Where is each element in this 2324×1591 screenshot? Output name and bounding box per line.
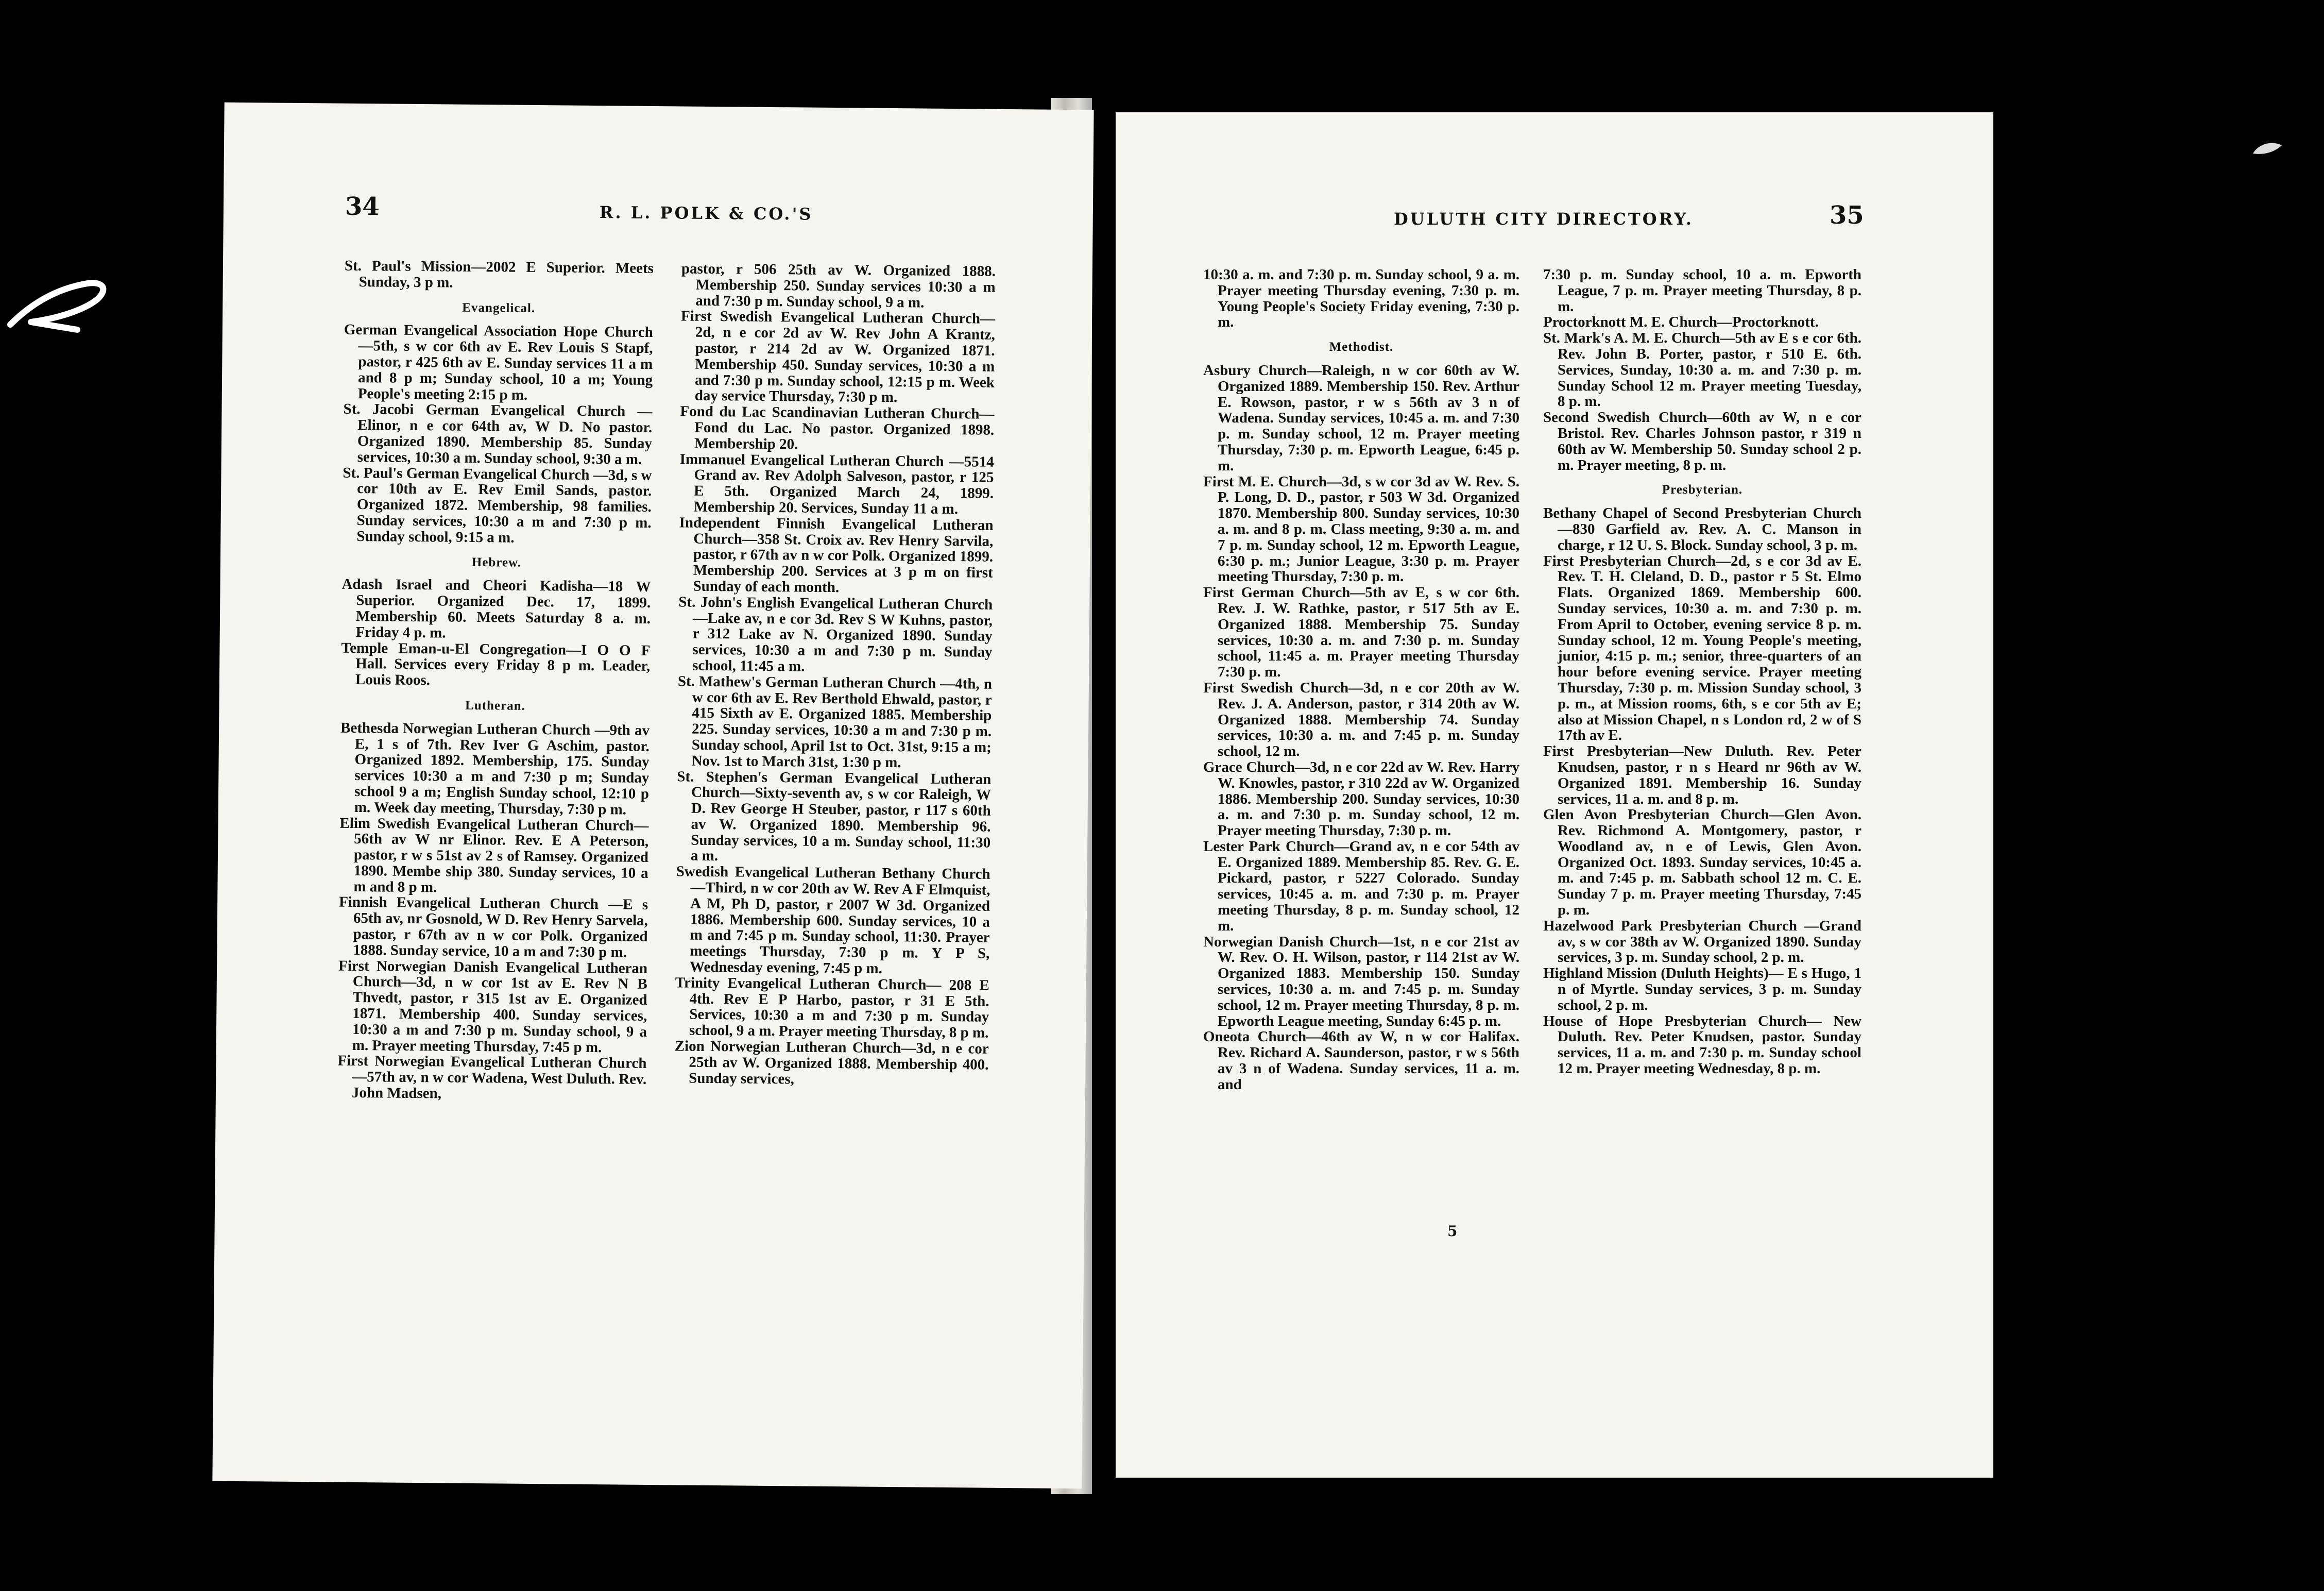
left-page bbox=[212, 103, 1093, 1489]
directory-entry: Highland Mission (Duluth Heights)— E s Hugo, 1 n of Myrtle. Sunday services, 3 p. m. Sunday school, 2 p. m. bbox=[1543, 965, 1861, 1013]
directory-entry: German Evangelical Association Hope Church—5th, s w cor 6th av E. Rev Louis S Stapf, pastor, r 425 6th av E. Sunday services 11 a m and 8 p m; Sunday school, 10 a m; Young People's meeting 2:15 p m. bbox=[344, 321, 653, 403]
directory-entry: Trinity Evangelical Lutheran Church— 208 E 4th. Rev E P Harbo, pastor, r 31 E 5th. Services, 10:30 a m and 7:30 p m. Sunday school, 9 a m. Prayer meeting Thursday, 8 p m. bbox=[675, 974, 989, 1041]
directory-entry: Temple Eman-u-El Congregation—I O O F Hall. Services every Friday 8 p m. Leader, Louis Roos. bbox=[341, 639, 651, 689]
directory-entry: St. Jacobi German Evangelical Church —Elinor, n e cor 64th av, W D. No pastor. Organized 1890. Membership 85. Sunday services, 10:30 a m. Sunday school, 9:30 a m. bbox=[343, 401, 653, 468]
directory-entry: Glen Avon Presbyterian Church—Glen Avon. Rev. Richmond A. Montgomery, pastor, r Woodland av, n e of Lewis, Glen Avon. Organized Oct. 1893. Sunday services, 10:45 a. m. and 7:45 p. m. Sabbath school 12 m. C. E. Sunday 7 p. m. Prayer meeting Thursday, 7:45 p. m. bbox=[1543, 806, 1861, 919]
directory-entry: Zion Norwegian Lutheran Church—3d, n e cor 25th av W. Organized 1888. Membership 400. Sunday services, bbox=[674, 1038, 989, 1088]
directory-entry: St. Mathew's German Lutheran Church —4th, n w cor 6th av E. Rev Berthold Ehwald, pastor, r 415 Sixth av E. Organized 1885. Membership 225. Sunday services, 10:30 a m and 7:30 p m. Sunday school, April 1st to Oct. 31st, 9:15 a m; Nov. 1st to March 31st, 1:30 p m. bbox=[677, 673, 993, 771]
section-heading: Evangelical. bbox=[462, 300, 536, 315]
section-heading: Lutheran. bbox=[465, 698, 525, 713]
directory-entry: Lester Park Church—Grand av, n e cor 54th av E. Organized 1889. Membership 85. Rev. G. E. Pickard, pastor, r 5227 Colorado. Sunday services, 10:45 a. m. and 7:30 p. m. Prayer meeting Thursday, 8 p. m. Sunday school, 12 m. bbox=[1203, 838, 1519, 934]
directory-entry: St. John's English Evangelical Lutheran Church—Lake av, n e cor 3d. Rev S W Kuhns, pastor, r 312 Lake av N. Organized 1890. Sunday services, 10:30 a m and 7:30 p m. Sunday school, 11:45 a m. bbox=[678, 594, 993, 675]
directory-entry: pastor, r 506 25th av W. Organized 1888. Membership 250. Sunday services 10:30 a m and 7:30 p m. Sunday school, 9 a m. bbox=[681, 260, 996, 311]
left-page-header: R. L. POLK & CO.'S bbox=[599, 202, 813, 224]
left-column-1 bbox=[337, 258, 654, 1104]
directory-entry: Elim Swedish Evangelical Lutheran Church—56th av W nr Elinor. Rev. E A Peterson, pastor, r w s 51st av 2 s of Ramsey. Organized 1890. Membe ship 380. Sunday services, 10 a m and 8 p m. bbox=[339, 815, 649, 896]
handwritten-mark bbox=[0, 268, 113, 340]
directory-entry: First M. E. Church—3d, s w cor 3d av W. Rev. S. P. Long, D. D., pastor, r 503 W 3d. Organized 1870. Membership 800. Sunday services, 10:30 a. m. and 8 p. m. Class meeting, 9:30 a. m. and 7 p. m. Sunday school, 12 m. Epworth League, 6:30 p. m.; Junior League, 3:30 p. m. Prayer meeting Thursday, 7:30 p. m. bbox=[1203, 473, 1519, 585]
right-page-number: 35 bbox=[1830, 201, 1864, 230]
directory-entry: First Presbyterian—New Duluth. Rev. Peter Knudsen, pastor, r n s Heard nr 96th av W. Organized 1891. Membership 16. Sunday services, 11 a. m. and 8 p. m. bbox=[1543, 743, 1861, 807]
directory-entry: First Swedish Church—3d, n e cor 20th av W. Rev. J. A. Anderson, pastor, r 314 20th av W. Organized 1888. Membership 74. Sunday services, 10:30 a. m. and 7:45 p. m. Sunday school, 12 m. bbox=[1203, 679, 1519, 760]
section-heading: Methodist. bbox=[1329, 340, 1394, 354]
right-page-folio: 5 bbox=[1447, 1223, 1458, 1240]
directory-entry: House of Hope Presbyterian Church— New Duluth. Rev. Peter Knudsen, pastor. Sunday services, 11 a. m. and 7:30 p. m. Sunday school 12 m. Prayer meeting Wednesday, 8 p. m. bbox=[1543, 1012, 1861, 1077]
right-page-header: DULUTH CITY DIRECTORY. bbox=[1394, 209, 1694, 229]
right-page bbox=[1116, 112, 1993, 1478]
directory-entry: Immanuel Evangelical Lutheran Church —5514 Grand av. Rev Adolph Salveson, pastor, r 125 E 5th. Organized March 24, 1899. Membership 20. Services, Sunday 11 a m. bbox=[679, 450, 994, 518]
directory-entry: Norwegian Danish Church—1st, n e cor 21st av W. Rev. O. H. Wilson, pastor, r 114 21st av W. Organized 1883. Membership 150. Sunday services, 10:30 a. m. and 7:45 p. m. Sunday school, 12 m. Prayer meeting Thursday, 8 p. m. Epworth League meeting, Sunday 6:45 p. m. bbox=[1203, 933, 1519, 1029]
directory-entry: Swedish Evangelical Lutheran Bethany Church—Third, n w cor 20th av W. Rev A F Elmquist, A M, Ph D, pastor, r 2007 W 3d. Organized 1886. Membership 600. Sunday services, 10 a m and 7:45 p m. Sunday school, 11:30. Prayer meetings Thursday, 7:30 p m. Y P S, Wednesday evening, 7:45 p m. bbox=[676, 863, 990, 977]
directory-entry: Proctorknott M. E. Church—Proctorknott. bbox=[1543, 314, 1819, 331]
directory-entry: 7:30 p. m. Sunday school, 10 a. m. Epworth League, 7 p. m. Prayer meeting Thursday, 8 p. m. bbox=[1543, 266, 1861, 315]
directory-entry: Adash Israel and Cheori Kadisha—18 W Superior. Organized Dec. 17, 1899. Membership 60. Meets Saturday 8 a. m. Friday 4 p. m. bbox=[341, 576, 651, 641]
directory-entry: Bethesda Norwegian Lutheran Church —9th av E, 1 s of 7th. Rev Iver G Aschim, pastor. Organized 1892. Membership, 175. Sunday services 10:30 a m and 7:30 p m; Sunday school 9 a m; English Sunday school, 12:10 p m. Week day meeting, Thursday, 7:30 p m. bbox=[340, 719, 650, 818]
directory-entry: First Norwegian Evangelical Lutheran Church—57th av, n w cor Wadena, West Duluth. Rev. John Madsen, bbox=[337, 1053, 647, 1102]
directory-entry: Hazelwood Park Presbyterian Church —Grand av, s w cor 38th av W. Organized 1890. Sunday services, 3 p. m. Sunday school, 2 p. m. bbox=[1543, 917, 1861, 966]
directory-entry: St. Paul's German Evangelical Church —3d, s w cor 10th av E. Rev Emil Sands, pastor. Organized 1872. Membership, 98 families. Sunday services, 10:30 a m and 7:30 p m. Sunday school, 9:15 a m. bbox=[343, 464, 652, 546]
directory-entry: Oneota Church—46th av W, n w cor Halifax. Rev. Richard A. Saunderson, pastor, r w s 56th av 3 n of Wadena. Sunday services, 11 a. m. and bbox=[1203, 1028, 1519, 1093]
right-column-1 bbox=[1203, 267, 1519, 1093]
directory-entry: First German Church—5th av E, s w cor 6th. Rev. J. W. Rathke, pastor, r 517 5th av E. Organized 1888. Membership 75. Sunday services, 10:30 a. m. and 7:30 p. m. Sunday school, 11:45 a. m. Prayer meeting Thursday 7:30 p. m. bbox=[1203, 584, 1519, 681]
section-heading: Presbyterian. bbox=[1662, 483, 1743, 497]
directory-entry: First Norwegian Danish Evangelical Lutheran Church—3d, n w cor 1st av E. Rev N B Thvedt, pastor, r 315 1st av E. Organized 1871. Membership 400. Sunday services, 10:30 a m and 7:30 p m. Sunday school, 9 a m. Prayer meeting Thursday, 7:45 p m. bbox=[338, 957, 648, 1056]
directory-entry: Independent Finnish Evangelical Lutheran Church—358 St. Croix av. Rev Henry Sarvila, pastor, r 67th av n w cor Polk. Organized 1899. Membership 200. Services at 3 p m on first Sunday of each month. bbox=[679, 514, 994, 596]
right-column-2 bbox=[1543, 267, 1861, 1077]
directory-entry: Bethany Chapel of Second Presbyterian Church—830 Garfield av. Rev. A. C. Manson in charge, r 12 U. S. Block. Sunday school, 3 p. m. bbox=[1543, 505, 1861, 553]
section-heading: Hebrew. bbox=[471, 555, 522, 570]
directory-entry: Second Swedish Church—60th av W, n e cor Bristol. Rev. Charles Johnson pastor, r 319 n 60th av W. Membership 50. Sunday school 2 p. m. Prayer meeting, 8 p. m. bbox=[1543, 409, 1861, 473]
left-page-number: 34 bbox=[345, 192, 380, 222]
directory-entry: Asbury Church—Raleigh, n w cor 60th av W. Organized 1889. Membership 150. Rev. Arthur E. Rowson, pastor, r w s 56th av 3 n of Wadena. Sunday services, 10:45 a. m. and 7:30 p. m. Sunday school, 12 m. Prayer meeting Thursday, 7:30 p. m. Epworth League, 6:45 p. m. bbox=[1203, 362, 1519, 474]
directory-entry: 10:30 a. m. and 7:30 p. m. Sunday school, 9 a. m. Prayer meeting Thursday evening, 7:30 p. m. Young People's Society Friday evening, 7:30 p. m. bbox=[1203, 266, 1519, 331]
directory-entry: First Presbyterian Church—2d, s e cor 3d av E. Rev. T. H. Cleland, D. D., pastor r 5 St. Elmo Flats. Organized 1869. Membership 600. Sunday services, 10:30 a. m. and 7:30 p. m. From April to October, evening service 8 p. m. Sunday school, 12 m. Young People's meeting, junior, 4:15 p. m.; senior, three-quarters of an hour before evening service. Prayer meeting Thursday, 7:30 p. m. Mission Sunday school, 3 p. m., at Mission rooms, 6th, s e cor 5th av E; also at Mission Chapel, n s London rd, 2 w of S 17th av E. bbox=[1543, 552, 1861, 744]
dust-speck bbox=[2251, 138, 2284, 161]
directory-entry: St. Stephen's German Evangelical Lutheran Church—Sixty-seventh av, s w cor Raleigh, W D. Rev George H Steuber, pastor, r 117 s 60th av W. Organized 1890. Membership 96. Sunday services, 10 a m. Sunday school, 11:30 a m. bbox=[677, 768, 992, 865]
directory-entry: Finnish Evangelical Lutheran Church —E s 65th av, nr Gosnold, W D. Rev Henry Sarvela, pastor, r 67th av n w cor Polk. Organized 1888. Sunday service, 10 a m and 7:30 p m. bbox=[339, 894, 648, 961]
left-column-2 bbox=[674, 261, 996, 1089]
directory-entry: Grace Church—3d, n e cor 22d av W. Rev. Harry W. Knowles, pastor, r 310 22d av W. Organized 1886. Membership 200. Sunday services, 10:30 a. m. and 7:30 p. m. Sunday school, 12 m. Prayer meeting Thursday, 7:30 p. m. bbox=[1203, 758, 1519, 839]
directory-entry: St. Mark's A. M. E. Church—5th av E s e cor 6th. Rev. John B. Porter, pastor, r 510 E. 6th. Services, Sunday, 10:30 a. m. and 7:30 p. m. Sunday School 12 m. Prayer meeting Tuesday, 8 p. m. bbox=[1543, 330, 1861, 410]
directory-entry: Fond du Lac Scandinavian Lutheran Church—Fond du Lac. No pastor. Organized 1898. Membership 20. bbox=[680, 403, 995, 453]
directory-entry: First Swedish Evangelical Lutheran Church—2d, n e cor 2d av W. Rev John A Krantz, pastor, r 214 2d av W. Organized 1871. Membership 450. Sunday services, 10:30 a m and 7:30 p m. Sunday school, 12:15 p m. Week day service Thursday, 7:30 p m. bbox=[680, 308, 996, 406]
directory-entry: St. Paul's Mission—2002 E Superior. Meets Sunday, 3 p m. bbox=[344, 257, 654, 291]
